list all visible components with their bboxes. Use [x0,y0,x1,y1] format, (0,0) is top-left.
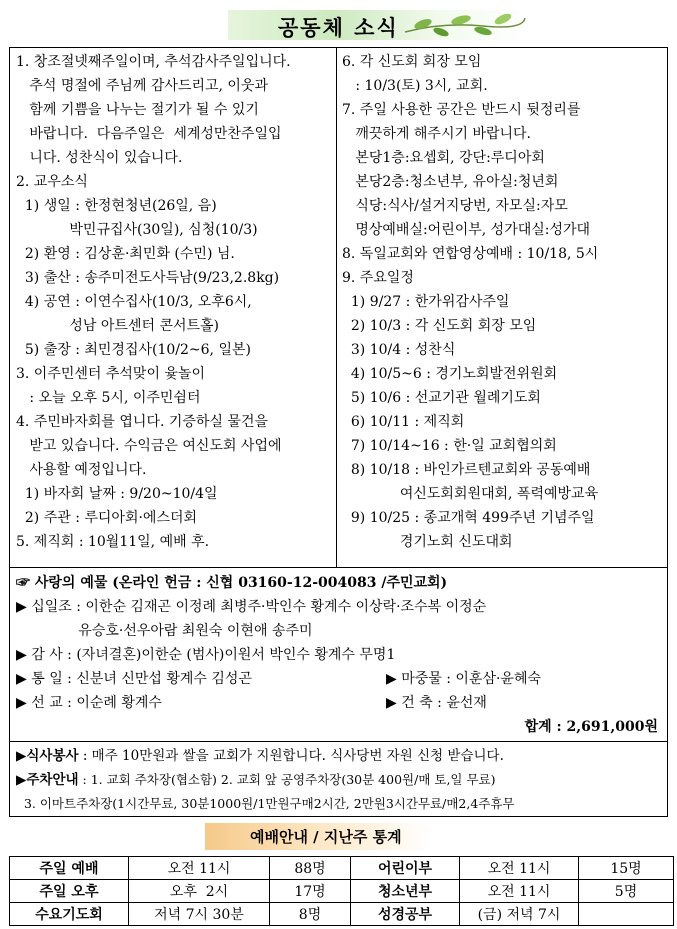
text-line: : 오늘 오후 5시, 이주민쉼터 [16,390,201,406]
meal-label: ▶식사봉사 [16,748,79,764]
offering-header: ☞ 사랑의 예물 (온라인 헌금 : 신협 03160-12-004083 /주민교회) [16,575,448,591]
text-line: 8. 독일교회와 연합영상예배 : 10/18, 5시 [342,246,599,262]
text-line: 4) 공연 : 이연수집사(10/3, 오후6시, [16,294,252,310]
offering-row: ▶ 마중물 : 이훈삼·윤혜숙 [386,671,541,687]
table-cell: 주일 예배 [10,857,129,880]
text-line: 5) 출장 : 최민경집사(10/2~6, 일본) [16,342,251,358]
table-cell: 오전 11시 [129,857,270,880]
table-cell: 오전 11시 [460,880,579,903]
offering-content [16,571,666,739]
parking-label: ▶주차안내 [16,772,79,788]
text-line: 2) 10/3 : 각 신도회 회장 모임 [342,318,537,334]
right-column [342,50,667,554]
text-line: 여신도회회원대회, 폭력예방교육 [342,486,599,502]
header-banner [228,10,528,40]
table-cell: 청소년부 [351,880,460,903]
table-cell: 오전 11시 [460,857,579,880]
table-cell: 88명 [270,857,351,880]
text-line: 박민규집사(30일), 심청(10/3) [16,222,258,238]
table-cell: 15명 [579,857,674,880]
left-column [16,50,331,554]
text-line: 1. 창조절넷째주일이며, 추석감사주일입니다. [16,54,291,70]
text-line: 사용할 예정입니다. [16,462,147,478]
table-cell [579,903,674,926]
text-line: 4) 10/5~6 : 경기노회발전위원회 [342,366,558,382]
text-line: 9. 주요일정 [342,270,414,286]
leaf-decoration-icon [403,10,528,40]
text-line: 추석 명절에 주님께 감사드리고, 이웃과 [16,78,268,94]
table-cell: 오후 2시 [129,880,270,903]
text-line: 니다. 성찬식이 있습니다. [16,150,183,166]
text-line: 경기노회 신도대회 [342,534,513,550]
stats-title-band [205,823,430,850]
table-row [10,880,674,903]
text-line: 본당1층:요셉회, 강단:루디아회 [342,150,545,166]
text-line: 식당:식사/설거지당번, 자모실:자모 [342,198,568,214]
table-cell: 주일 오후 [10,880,129,903]
text-line: 7. 주일 사용한 공간은 반드시 뒷정리를 [342,102,581,118]
table-row [10,857,674,880]
text-line: 5. 제직회 : 10월11일, 예배 후. [16,534,210,550]
text-line: : 10/3(토) 3시, 교회. [342,78,488,94]
notice-content [16,745,666,815]
text-line: 1) 9/27 : 한가위감사주일 [342,294,510,310]
table-cell: 어린이부 [351,857,460,880]
parking-text: : 1. 교회 주차장(협소함) 2. 교회 앞 공영주차장(30분 400원/매 토,일 무료) [78,772,496,787]
offering-row: ▶ 선 교 : 이순례 황계수 [16,695,162,711]
text-line: 함께 기쁨을 나누는 절기가 될 수 있기 [16,102,259,118]
table-cell: (금) 저녁 7시 [460,903,579,926]
text-line: 8) 10/18 : 바인가르텐교회와 공동예배 [342,462,591,478]
offering-total: 합계 : 2,691,000원 [524,719,658,735]
table-cell: 8명 [270,903,351,926]
text-line: 본당2층:청소년부, 유아실:청년회 [342,174,559,190]
offering-row: 유승호·선우아람 최원숙 이현애 송주미 [16,623,313,639]
text-line: 2. 교우소식 [16,174,88,190]
text-line: 3) 출산 : 송주미전도사득남(9/23,2.8kg) [16,270,280,286]
column-divider [336,48,337,567]
text-line: 바랍니다. 다음주일은 세계성만찬주일입 [16,126,282,142]
offering-row: ▶ 감 사 : (자녀결혼)이한순 (범사)이원서 박인수 황계수 무명1 [16,647,396,663]
table-cell: 성경공부 [351,903,460,926]
text-line: 3. 이주민센터 추석맞이 윷놀이 [16,366,205,382]
table-cell: 저녁 7시 30분 [129,903,270,926]
text-line: 3) 10/4 : 성찬식 [342,342,456,358]
text-line: 1) 생일 : 한정현청년(26일, 음) [16,198,217,214]
stats-title: 예배안내 / 지난주 통계 [250,828,402,846]
offering-row: ▶ 통 일 : 신분녀 신만섭 황계수 김성곤 [16,671,252,687]
offering-row: ▶ 십일조 : 이한순 김재곤 이정례 최병주·박인수 황계수 이상락·조수복 이정순 [16,599,487,615]
offering-row: ▶ 건 축 : 윤선재 [386,695,487,711]
text-line: 1) 바자회 날짜 : 9/20~10/4일 [16,486,218,502]
table-cell: 5명 [579,880,674,903]
stats-table [9,856,674,926]
page-title: 공동체 소식 [278,15,399,40]
table-cell: 17명 [270,880,351,903]
text-line: 깨끗하게 해주시기 바랍니다. [342,126,531,142]
text-line: 받고 있습니다. 수익금은 여신도회 사업에 [16,438,282,454]
text-line: 5) 10/6 : 선교기관 월례기도회 [342,390,541,406]
text-line: 명상예배실:어린이부, 성가대실:성가대 [342,222,591,238]
text-line: 6. 각 신도회 회장 모임 [342,54,482,70]
text-line: 7) 10/14~16 : 한·일 교회협의회 [342,438,557,454]
text-line: 9) 10/25 : 종교개혁 499주년 기념주일 [342,510,595,526]
text-line: 2) 주관 : 루디아회·에스더회 [16,510,198,526]
parking-text-2: 3. 이마트주차장(1시간무료, 30분1000원/1만원구매2시간, 2만원3시간무료/매2,4주휴무 [16,796,515,811]
table-cell: 수요기도회 [10,903,129,926]
text-line: 4. 주민바자회를 엽니다. 기증하실 물건을 [16,414,268,430]
table-row [10,903,674,926]
text-line: 6) 10/11 : 제직회 [342,414,465,430]
text-line: 성남 아트센터 콘서트홀) [16,318,220,334]
text-line: 2) 환영 : 김상훈·최민화 (수민) 님. [16,246,235,262]
meal-text: : 매주 10만원과 쌀을 교회가 지원합니다. 식사당번 자원 신청 받습니다. [78,748,504,764]
